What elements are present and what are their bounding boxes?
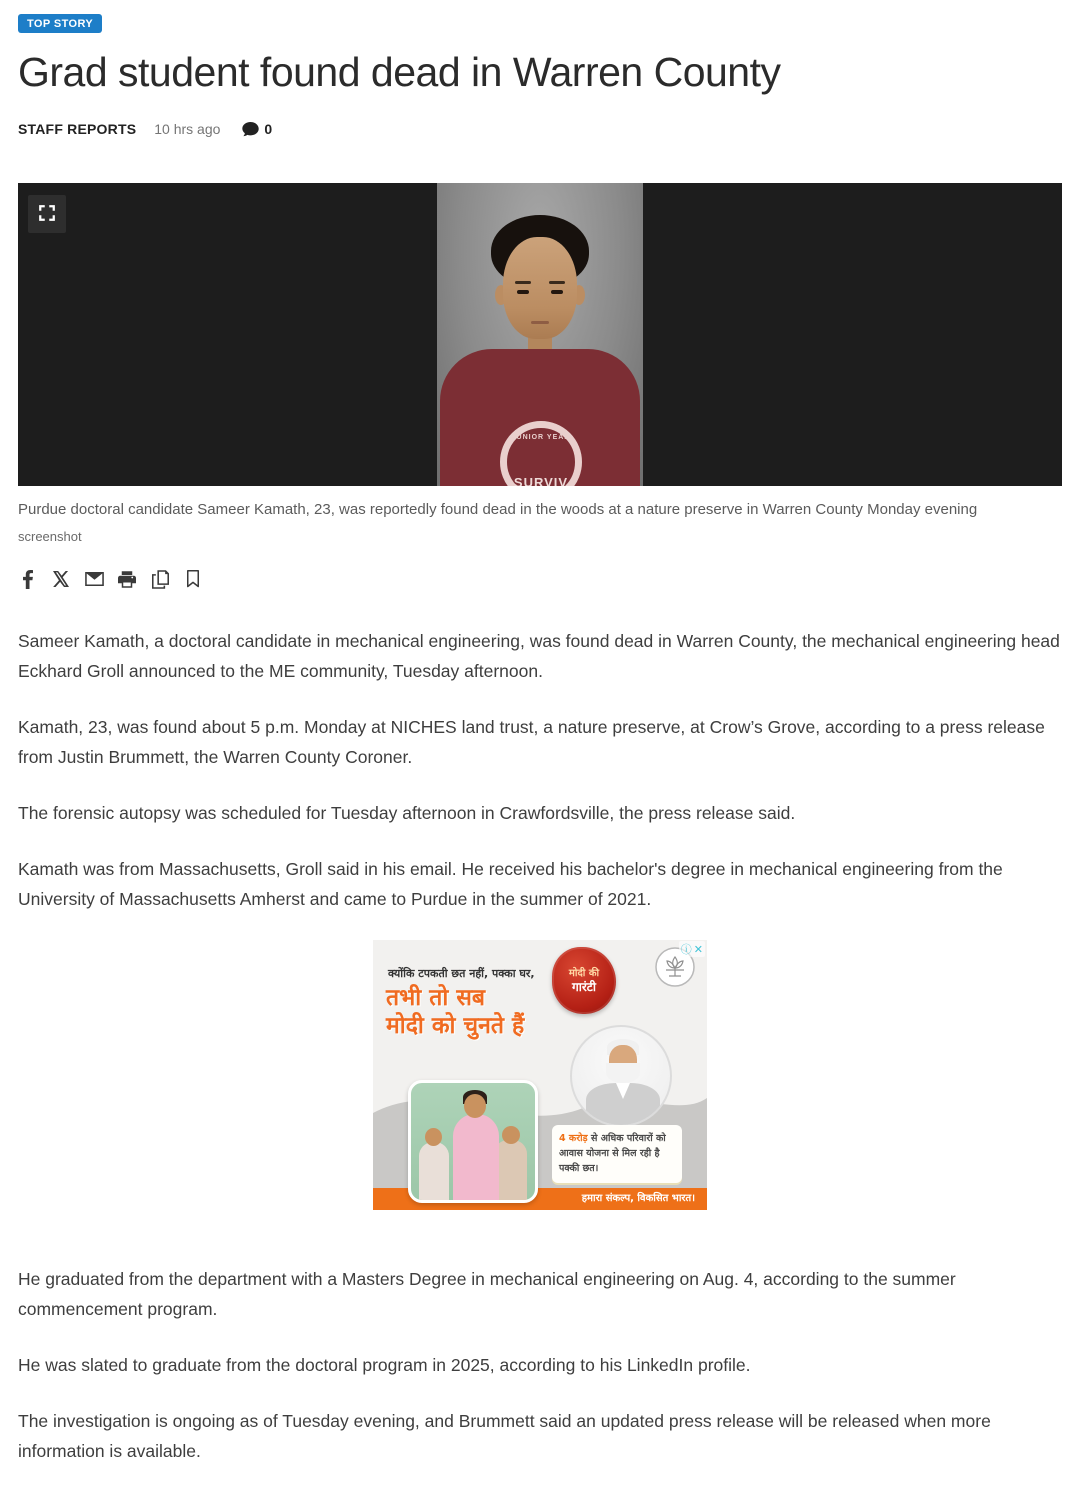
seal-text-bottom: गारंटी	[572, 979, 596, 994]
share-toolbar	[18, 568, 1062, 590]
advertisement-slot	[18, 940, 1062, 1210]
ad-close-icon[interactable]: ✕	[693, 942, 703, 956]
email-icon	[85, 572, 104, 586]
modi-guarantee-seal	[552, 947, 616, 1014]
ad-infobox-highlight: 4 करोड़	[559, 1133, 588, 1144]
ad-infobox-text: से अधिक परिवारों को आवास योजना से मिल रही है पक्की छत।	[559, 1133, 666, 1174]
ad-infobox	[552, 1125, 682, 1183]
share-facebook-button[interactable]	[18, 568, 38, 590]
shirt-emblem-bottom-text: SURVIV	[513, 475, 569, 486]
facebook-icon	[23, 570, 33, 589]
ad-heading-line2: मोदी को चुनते हैं	[386, 1013, 525, 1039]
paragraph: Kamath, 23, was found about 5 p.m. Monday at NICHES land trust, a nature preserve, at Crow’s Grove, according to a press release from Justin Brummett, the Warren County Coroner.	[18, 717, 1045, 767]
image-credit: screenshot	[18, 529, 82, 544]
fullscreen-expand-icon	[38, 204, 56, 225]
comment-count: 0	[264, 121, 273, 137]
author-name: STAFF REPORTS	[18, 121, 137, 137]
byline	[18, 121, 1062, 137]
shirt-emblem	[500, 421, 582, 486]
comments-link[interactable]	[242, 121, 272, 137]
paragraph: Kamath was from Massachusetts, Groll said in his email. He received his bachelor's degree in mechanical engineering from the University of Massachusetts Amherst and came to Purdue in the summer of 2021.	[18, 859, 1003, 909]
fullscreen-expand-button[interactable]	[28, 195, 66, 233]
share-x-button[interactable]	[51, 568, 71, 590]
advertisement[interactable]	[373, 940, 707, 1210]
publish-time: 10 hrs ago	[154, 121, 221, 137]
top-story-badge[interactable]: TOP STORY	[18, 14, 102, 33]
comment-bubble-icon	[242, 122, 259, 137]
portrait-face	[503, 237, 577, 339]
ad-topline-text: क्योंकि टपकती छत नहीं, पक्का घर,	[388, 967, 535, 980]
save-bookmark-icon	[186, 570, 200, 588]
paragraph: Sameer Kamath, a doctoral candidate in mechanical engineering, was found dead in Warren County, the mechanical engineering head Eckhard Groll announced to the ME community, Tuesday afternoon.	[18, 631, 1060, 681]
family-photo	[408, 1080, 538, 1203]
page-title: Grad student found dead in Warren County	[18, 49, 781, 95]
modi-portrait	[570, 1025, 672, 1127]
portrait-photo	[437, 183, 643, 486]
print-icon	[118, 571, 136, 588]
share-save-button[interactable]	[183, 568, 203, 590]
ad-choices-controls[interactable]	[679, 941, 705, 957]
image-caption: Purdue doctoral candidate Sameer Kamath, 23, was reportedly found dead in the woods at a nature preserve in Warren County Monday evening	[18, 501, 978, 518]
ad-bottom-bar: हमारा संकल्प, विकसित भारत।	[373, 1188, 707, 1210]
ad-info-icon[interactable]: ⓘ	[680, 943, 692, 956]
article-body	[18, 626, 1062, 1466]
paragraph: The investigation is ongoing as of Tuesday evening, and Brummett said an updated press release will be released when more information is available.	[18, 1411, 991, 1461]
hero-image	[18, 183, 1062, 486]
ad-heading-text	[386, 984, 524, 1040]
portrait-shirt	[440, 349, 640, 486]
share-print-button[interactable]	[117, 568, 137, 590]
share-copy-button[interactable]	[150, 568, 170, 590]
paragraph: The forensic autopsy was scheduled for Tuesday afternoon in Crawfordsville, the press release said.	[18, 803, 796, 823]
x-twitter-icon	[53, 571, 69, 587]
ad-heading-line1: तभी तो सब	[386, 985, 485, 1011]
paragraph: He was slated to graduate from the doctoral program in 2025, according to his LinkedIn profile.	[18, 1355, 751, 1375]
seal-text-top: मोदी की	[568, 967, 600, 979]
shirt-emblem-top-text: JUNIOR YEAR	[511, 434, 571, 441]
paragraph: He graduated from the department with a Masters Degree in mechanical engineering on Aug. 4, according to the summer commencement program.	[18, 1269, 956, 1319]
copy-icon	[152, 570, 169, 589]
share-email-button[interactable]	[84, 568, 104, 590]
